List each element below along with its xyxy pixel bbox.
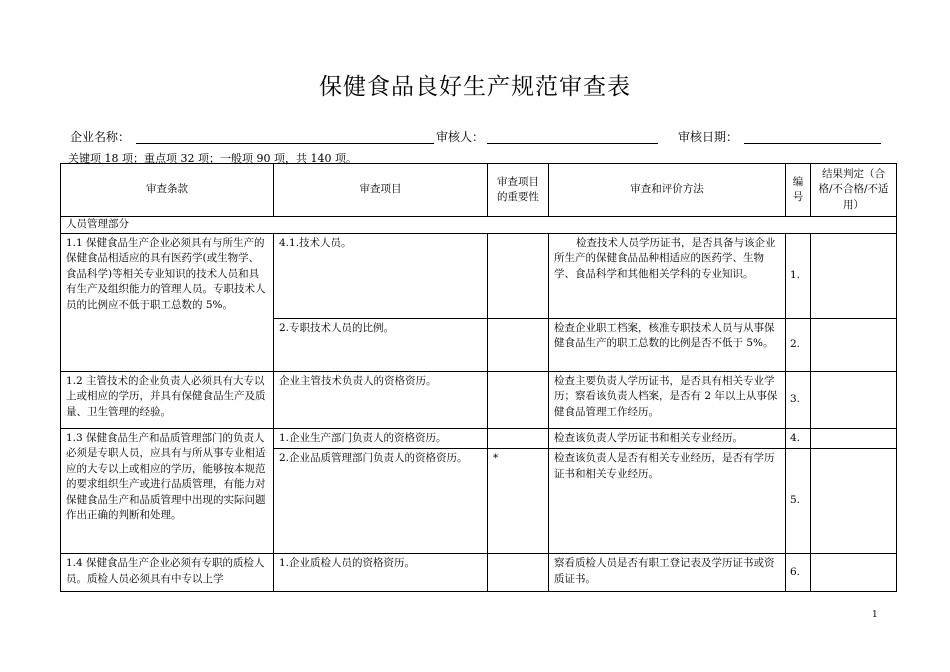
item-cell: 2.专职技术人员的比例。 (274, 318, 488, 371)
importance-cell (488, 554, 549, 592)
company-name-line[interactable] (136, 143, 434, 144)
item-cell: 1.企业质检人员的资格资历。 (274, 554, 488, 592)
col-header-number: 编号 (786, 164, 811, 217)
clause-cell: 1.1 保健食品生产企业必须具有与所生产的保健食品相适应的具有医药学(或生物学、食品科学)等相关专业知识的技术人员和具有生产及组织能力的管理人员。专职技术人员的比例应不低于职工总数的 5%。 (61, 233, 274, 371)
table-row (61, 428, 897, 449)
result-cell[interactable] (811, 428, 897, 449)
col-header-item: 审查项目 (274, 164, 488, 217)
clause-cell: 1.2 主管技术的企业负责人必须具有大专以上或相应的学历，并具有保健食品生产及质量、卫生管理的经验。 (61, 371, 274, 428)
importance-cell (488, 233, 549, 318)
item-cell: 4.1.技术人员。 (274, 233, 488, 318)
method-cell: 检查主要负责人学历证书，是否具有相关专业学历；察看该负责人档案，是否有 2 年以上从事保健食品管理工作经历。 (549, 371, 786, 428)
importance-cell: * (488, 449, 549, 554)
company-label: 企业名称： (70, 130, 131, 144)
result-cell[interactable] (811, 233, 897, 318)
result-cell[interactable] (811, 318, 897, 371)
number-cell: 5. (786, 449, 811, 554)
reviewer-label: 审核人： (436, 130, 485, 144)
number-cell: 2. (786, 318, 811, 371)
col-header-result: 结果判定（合格/不合格/不适用） (811, 164, 897, 217)
item-cell: 企业主管技术负责人的资格资历。 (274, 371, 488, 428)
clause-cell: 1.4 保健食品生产企业必须有专职的质检人员。质检人员必须具有中专以上学 (61, 554, 274, 592)
col-header-clause: 审查条款 (61, 164, 274, 217)
clause-cell: 1.3 保健食品生产和品质管理部门的负责人必须是专职人员，应具有与所从事专业相适应的大专以上或相应的学历，能够按本规范的要求组织生产或进行品质管理，有能力对保健食品生产和品质管理中出现的实际问题作出正确的判断和处理。 (61, 428, 274, 554)
header-row (61, 164, 897, 217)
importance-cell (488, 318, 549, 371)
col-header-method: 审查和评价方法 (549, 164, 786, 217)
result-cell[interactable] (811, 554, 897, 592)
importance-cell (488, 428, 549, 449)
number-cell: 4. (786, 428, 811, 449)
method-cell: 检查技术人员学历证书，是否具备与该企业所生产的保健食品品种相适应的医药学、生物学、食品科学和其他相关学科的专业知识。 (549, 233, 786, 318)
page-number: 1 (872, 610, 878, 620)
number-cell: 1. (786, 233, 811, 318)
method-cell: 检查该负责人学历证书和相关专业经历。 (549, 428, 786, 449)
table-row (61, 233, 897, 318)
item-count-summary: 关键项 18 项；重点项 32 项；一般项 90 项，共 140 项。 (68, 152, 357, 165)
review-table (60, 163, 897, 592)
page-title: 保健食品良好生产规范审查表 (319, 74, 631, 100)
header-fields (66, 128, 886, 148)
table-row (61, 371, 897, 428)
review-date-line[interactable] (744, 143, 881, 144)
method-cell: 察看质检人员是否有职工登记表及学历证书或资质证书。 (549, 554, 786, 592)
reviewer-line[interactable] (487, 143, 658, 144)
col-header-importance: 审查项目的重要性 (488, 164, 549, 217)
section-title: 人员管理部分 (61, 217, 897, 234)
section-row (61, 217, 897, 234)
date-label: 审核日期： (678, 130, 739, 144)
result-cell[interactable] (811, 371, 897, 428)
item-cell: 2.企业品质管理部门负责人的资格资历。 (274, 449, 488, 554)
table-row (61, 554, 897, 592)
item-cell: 1.企业生产部门负责人的资格资历。 (274, 428, 488, 449)
number-cell: 3. (786, 371, 811, 428)
number-cell: 6. (786, 554, 811, 592)
result-cell[interactable] (811, 449, 897, 554)
method-cell: 检查企业职工档案，核准专职技术人员与从事保健食品生产的职工总数的比例是否不低于 5%。 (549, 318, 786, 371)
importance-cell (488, 371, 549, 428)
method-cell: 检查该负责人是否有相关专业经历，是否有学历证书和相关专业经历。 (549, 449, 786, 554)
